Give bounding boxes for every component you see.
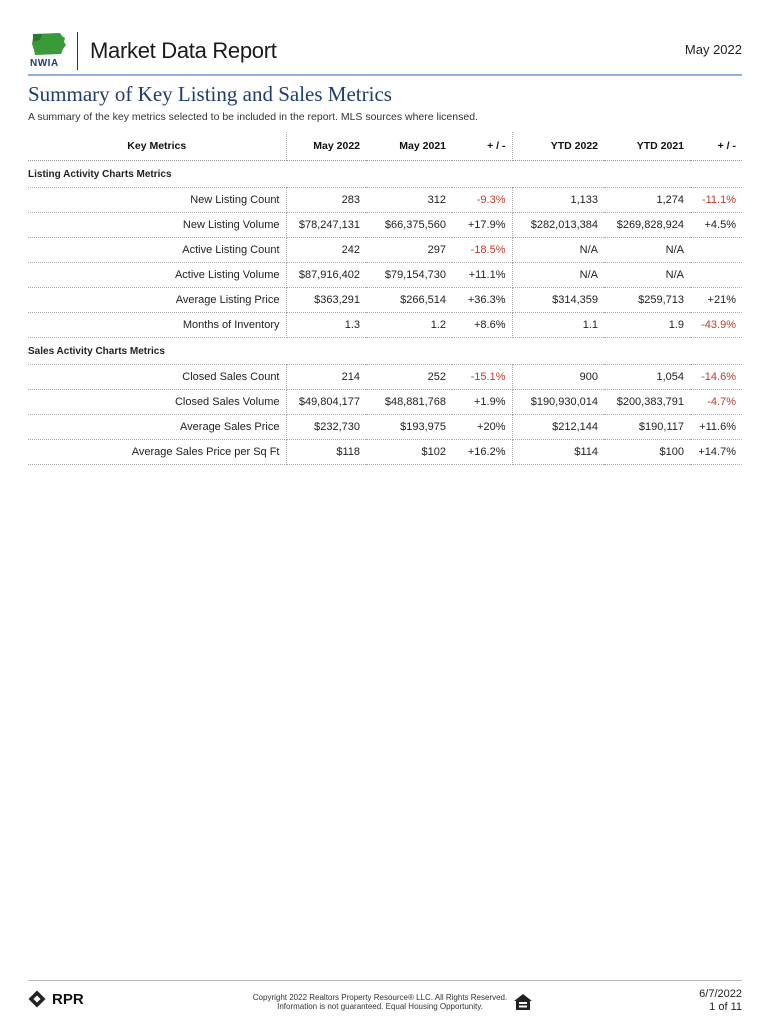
footer-right [699, 988, 742, 1014]
cell-ytd-2022: 1,133 [512, 188, 604, 213]
header-ytd-2021: YTD 2021 [604, 132, 690, 161]
cell-ytd-2021: 1.9 [604, 313, 690, 338]
table-row [28, 313, 742, 338]
cell-may-2022: 283 [286, 188, 366, 213]
cell-change-ytd: +4.5% [690, 213, 742, 238]
header-ytd-2022: YTD 2022 [512, 132, 604, 161]
cell-ytd-2022: $114 [512, 440, 604, 465]
section-title: Summary of Key Listing and Sales Metrics [28, 82, 392, 106]
cell-change-ytd: +11.6% [690, 415, 742, 440]
table-row [28, 365, 742, 390]
cell-may-2022: 1.3 [286, 313, 366, 338]
cell-change-month: -18.5% [452, 238, 512, 263]
header-may-2022: May 2022 [286, 132, 366, 161]
cell-change-month: +11.1% [452, 263, 512, 288]
group-row-sales [28, 338, 742, 365]
cell-may-2021: $79,154,730 [366, 263, 452, 288]
header-change-ytd: + / - [690, 132, 742, 161]
cell-may-2021: $193,975 [366, 415, 452, 440]
cell-may-2022: $87,916,402 [286, 263, 366, 288]
cell-ytd-2021: 1,274 [604, 188, 690, 213]
cell-may-2021: $66,375,560 [366, 213, 452, 238]
cell-change-ytd: +14.7% [690, 440, 742, 465]
table-row [28, 288, 742, 313]
metric-name: Months of Inventory [28, 313, 286, 338]
table-row [28, 440, 742, 465]
cell-may-2021: $48,881,768 [366, 390, 452, 415]
rpr-text: RPR [52, 991, 84, 1008]
cell-change-ytd [690, 263, 742, 288]
table-header-row [28, 132, 742, 161]
metric-name: Average Sales Price per Sq Ft [28, 440, 286, 465]
cell-ytd-2022: $212,144 [512, 415, 604, 440]
report-title: Market Data Report [90, 38, 277, 63]
cell-ytd-2022: $190,930,014 [512, 390, 604, 415]
cell-ytd-2021: 1,054 [604, 365, 690, 390]
cell-ytd-2022: $314,359 [512, 288, 604, 313]
header-key-metrics: Key Metrics [28, 132, 286, 161]
equal-housing-icon [513, 993, 533, 1016]
cell-change-month: -15.1% [452, 365, 512, 390]
cell-change-ytd [690, 238, 742, 263]
copyright-line-2: Information is not guaranteed. Equal Housing Opportunity. [277, 1002, 483, 1011]
metric-name: Closed Sales Count [28, 365, 286, 390]
cell-may-2021: $102 [366, 440, 452, 465]
header-may-2021: May 2021 [366, 132, 452, 161]
group-title: Listing Activity Charts Metrics [28, 161, 742, 188]
cell-change-month: +16.2% [452, 440, 512, 465]
cell-may-2022: 214 [286, 365, 366, 390]
cell-change-ytd: +21% [690, 288, 742, 313]
header-rule [28, 74, 742, 76]
table-row [28, 188, 742, 213]
cell-ytd-2021: $200,383,791 [604, 390, 690, 415]
cell-may-2022: $232,730 [286, 415, 366, 440]
cell-change-ytd: -11.1% [690, 188, 742, 213]
metric-name: New Listing Count [28, 188, 286, 213]
header-divider [77, 32, 78, 70]
table-row [28, 263, 742, 288]
metric-name: Active Listing Count [28, 238, 286, 263]
cell-may-2021: $266,514 [366, 288, 452, 313]
logo-text: NWIA [30, 58, 59, 69]
cell-change-month: +8.6% [452, 313, 512, 338]
cell-change-ytd: -14.6% [690, 365, 742, 390]
cell-change-ytd: -4.7% [690, 390, 742, 415]
cell-may-2022: $78,247,131 [286, 213, 366, 238]
cell-ytd-2022: $282,013,384 [512, 213, 604, 238]
cell-change-month: +17.9% [452, 213, 512, 238]
cell-ytd-2021: N/A [604, 238, 690, 263]
cell-may-2022: $49,804,177 [286, 390, 366, 415]
copyright-line-1: Copyright 2022 Realtors Property Resource® LLC. All Rights Reserved. [252, 993, 508, 1002]
cell-change-month: +1.9% [452, 390, 512, 415]
cell-change-month: +36.3% [452, 288, 512, 313]
group-title: Sales Activity Charts Metrics [28, 338, 742, 365]
report-date: May 2022 [684, 42, 742, 57]
cell-may-2021: 1.2 [366, 313, 452, 338]
cell-may-2022: 242 [286, 238, 366, 263]
metric-name: Average Sales Price [28, 415, 286, 440]
cell-change-month: +20% [452, 415, 512, 440]
print-date: 6/7/2022 [699, 988, 742, 1000]
group-row-listing [28, 161, 742, 188]
cell-change-month: -9.3% [452, 188, 512, 213]
metric-name: New Listing Volume [28, 213, 286, 238]
header-change-month: + / - [452, 132, 512, 161]
page-number: 1 of 11 [709, 1001, 742, 1013]
cell-may-2021: 297 [366, 238, 452, 263]
rpr-logo-icon [28, 990, 46, 1013]
metric-name: Closed Sales Volume [28, 390, 286, 415]
cell-ytd-2021: $190,117 [604, 415, 690, 440]
cell-ytd-2022: 900 [512, 365, 604, 390]
copyright-notice [250, 993, 510, 1011]
cell-ytd-2021: $259,713 [604, 288, 690, 313]
table-row [28, 415, 742, 440]
metric-name: Average Listing Price [28, 288, 286, 313]
cell-change-ytd: -43.9% [690, 313, 742, 338]
table-row [28, 390, 742, 415]
cell-may-2022: $363,291 [286, 288, 366, 313]
metrics-table [28, 132, 742, 465]
cell-may-2022: $118 [286, 440, 366, 465]
cell-may-2021: 252 [366, 365, 452, 390]
cell-ytd-2022: N/A [512, 238, 604, 263]
cell-ytd-2021: $100 [604, 440, 690, 465]
report-header [28, 30, 742, 74]
cell-ytd-2022: N/A [512, 263, 604, 288]
footer-rule [28, 980, 742, 981]
table-row [28, 213, 742, 238]
cell-ytd-2022: 1.1 [512, 313, 604, 338]
cell-may-2021: 312 [366, 188, 452, 213]
cell-ytd-2021: N/A [604, 263, 690, 288]
cell-ytd-2021: $269,828,924 [604, 213, 690, 238]
metric-name: Active Listing Volume [28, 263, 286, 288]
section-subtitle: A summary of the key metrics selected to be included in the report. MLS sources where licensed. [28, 111, 478, 123]
table-row [28, 238, 742, 263]
